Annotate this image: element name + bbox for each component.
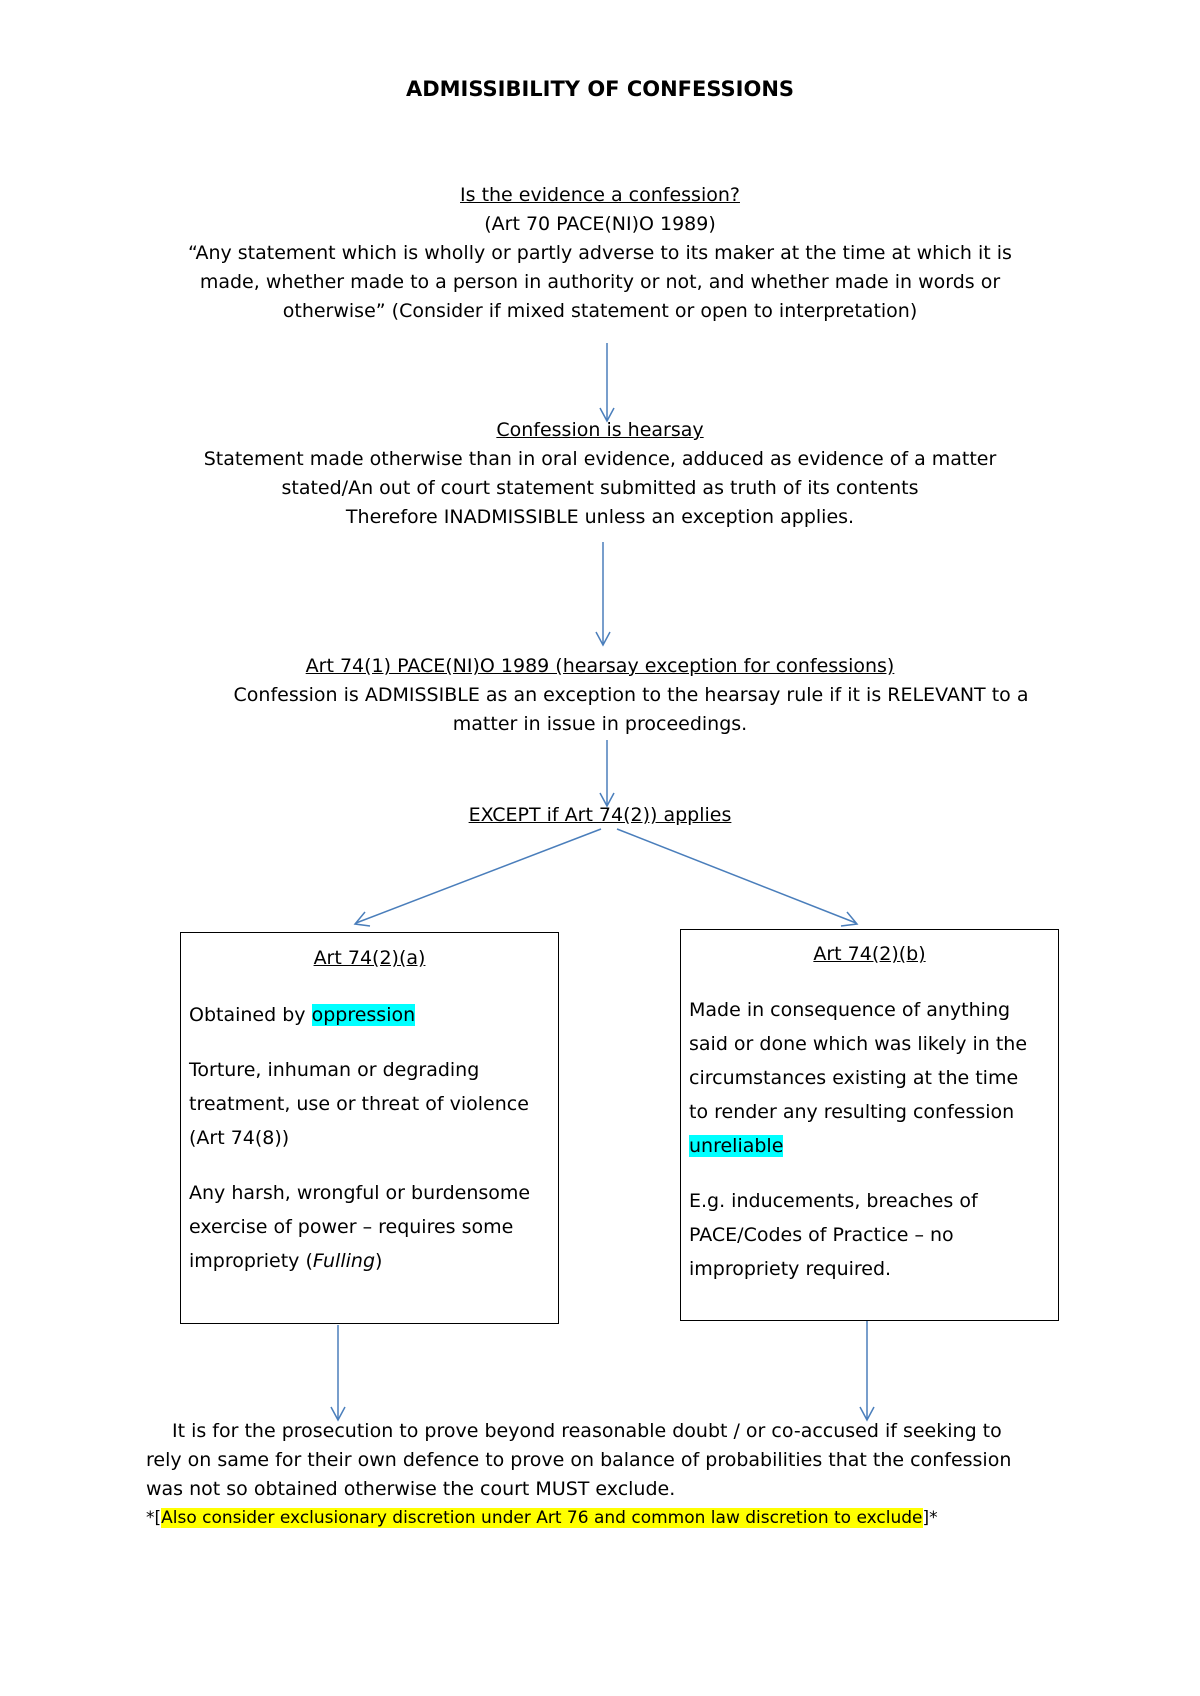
note-close-bracket: ]*	[922, 1508, 938, 1528]
exclusionary-discretion-note	[146, 1506, 938, 1530]
harsh-exercise-line2: exercise of power – requires some	[189, 1216, 514, 1238]
art74-2b-box	[680, 929, 1059, 1321]
art70-reference: (Art 70 PACE(NI)O 1989)	[484, 213, 716, 235]
art74-2a-heading: Art 74(2)(a)	[313, 947, 426, 969]
hearsay-line3: Therefore INADMISSIBLE unless an exception applies.	[345, 506, 855, 528]
conclusion-line2: rely on same for their own defence to prove on balance of probabilities that the confession	[146, 1449, 1012, 1471]
impropriety-text: impropriety (	[189, 1250, 313, 1272]
consequence-line2: said or done which was likely in the	[689, 1033, 1028, 1055]
consequence-line4: to render any resulting confession	[689, 1101, 1015, 1123]
consequence-line1: Made in consequence of anything	[689, 999, 1011, 1021]
oppression-highlight: oppression	[311, 1004, 416, 1026]
art74-1-heading: Art 74(1) PACE(NI)O 1989 (hearsay exception for confessions)	[305, 655, 895, 677]
conclusion-line1: It is for the prosecution to prove beyond reasonable doubt / or co-accused if seeking to	[172, 1420, 1002, 1442]
arrow-line-left-branch	[356, 829, 601, 923]
unreliable-highlight: unreliable	[689, 1135, 784, 1157]
inducements-line2: PACE/Codes of Practice – no	[689, 1224, 954, 1246]
hearsay-line1: Statement made otherwise than in oral evidence, adduced as evidence of a matter	[203, 448, 997, 470]
harsh-exercise-line1: Any harsh, wrongful or burdensome	[189, 1182, 531, 1204]
unreliable-line	[689, 1129, 783, 1163]
conclusion-line3: was not so obtained otherwise the court MUST exclude.	[146, 1478, 676, 1500]
confession-question-heading: Is the evidence a confession?	[460, 184, 740, 206]
art74-2a-box	[180, 932, 559, 1324]
hearsay-line2: stated/An out of court statement submitted as truth of its contents	[281, 477, 919, 499]
torture-line1: Torture, inhuman or degrading	[189, 1059, 480, 1081]
confession-definition-line3: otherwise” (Consider if mixed statement or open to interpretation)	[282, 300, 918, 322]
obtained-by-text: Obtained by	[189, 1004, 312, 1026]
art74-1-line1: Confession is ADMISSIBLE as an exception to the hearsay rule if it is RELEVANT to a	[233, 684, 1029, 706]
arrowhead-right-branch	[841, 912, 857, 926]
note-highlight: Also consider exclusionary discretion under Art 76 and common law discretion to exclude	[161, 1508, 923, 1528]
fulling-case-name: Fulling	[312, 1250, 375, 1272]
oppression-line	[189, 998, 415, 1032]
harsh-exercise-line3	[189, 1244, 382, 1278]
confession-definition-line2: made, whether made to a person in authority or not, and whether made in words or	[199, 271, 1001, 293]
inducements-line3: impropriety required.	[689, 1258, 892, 1280]
confession-definition-line1: “Any statement which is wholly or partly adverse to its maker at the time at which it is	[188, 242, 1012, 264]
note-open-bracket: *[	[146, 1508, 162, 1528]
page-title: ADMISSIBILITY OF CONFESSIONS	[405, 77, 795, 101]
arrow-line-right-branch	[617, 829, 856, 923]
art74-2b-heading: Art 74(2)(b)	[813, 943, 926, 965]
art74-1-line2: matter in issue in proceedings.	[452, 713, 748, 735]
consequence-line3: circumstances existing at the time	[689, 1067, 1019, 1089]
impropriety-close: )	[375, 1250, 383, 1272]
hearsay-heading: Confession is hearsay	[496, 419, 704, 441]
torture-line2: treatment, use or threat of violence	[189, 1093, 529, 1115]
torture-line3: (Art 74(8))	[189, 1127, 290, 1149]
inducements-line1: E.g. inducements, breaches of	[689, 1190, 978, 1212]
except-art74-2-heading: EXCEPT if Art 74(2)) applies	[468, 804, 732, 826]
